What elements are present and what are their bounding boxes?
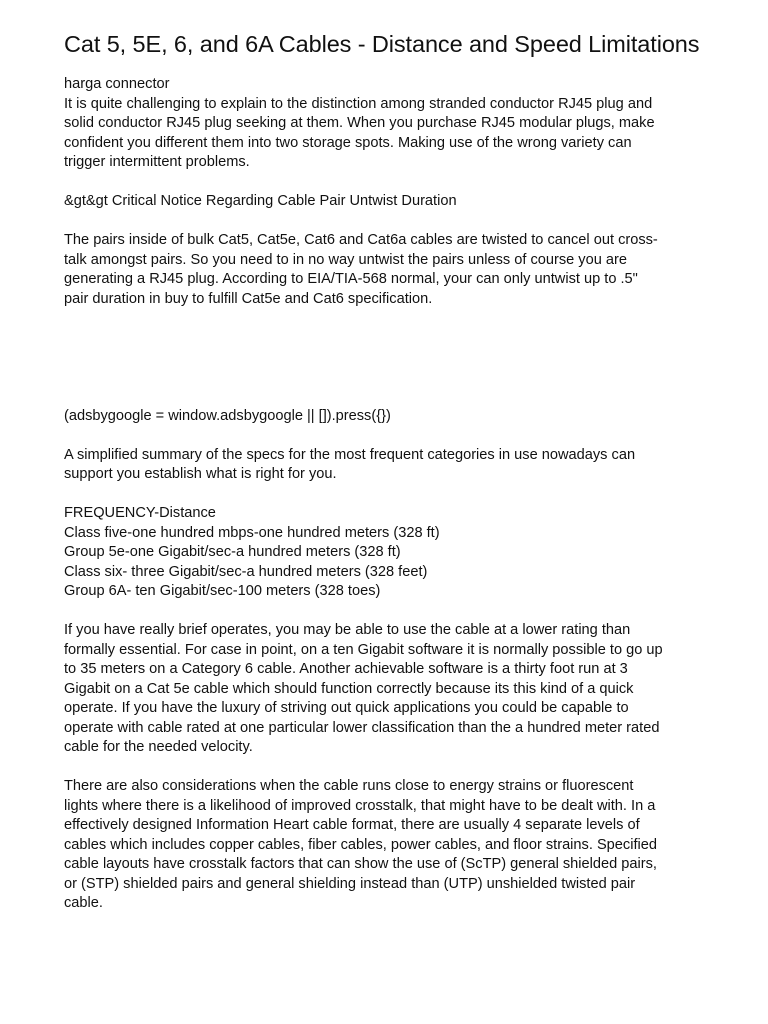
paragraph-spacer [64,173,714,193]
pairs-paragraph [64,231,714,309]
text-line: pair duration in buy to fulfill Cat5e and Cat6 specification. [64,290,433,307]
text-line: or (STP) shielded pairs and general shielding instead than (UTP) unshielded twisted pair [64,875,636,892]
list-item: Class six- three Gigabit/sec-a hundred meters (328 feet) [64,563,428,580]
document-title: Cat 5, 5E, 6, and 6A Cables - Distance and Speed Limitations [64,31,700,57]
paragraph-spacer [64,602,714,622]
text-line: formally essential. For case in point, on a ten Gigabit software it is normally possible to go up [64,641,663,658]
short-runs-paragraph [64,621,714,758]
list-item: Class five-one hundred mbps-one hundred meters (328 ft) [64,524,440,541]
text-line: lights where there is a likelihood of improved crosstalk, that might have to be dealt with. In a [64,797,656,814]
text-line: cable for the needed velocity. [64,739,253,755]
paragraph-spacer [64,212,714,232]
text-line: cable. [64,895,103,911]
text-line: confident you different them into two storage spots. Making use of the wrong variety can [64,134,632,151]
text-line: If you have really brief operates, you may be able to use the cable at a lower rating than [64,622,631,638]
text-line: It is quite challenging to explain to the distinction among stranded conductor RJ45 plug and [64,95,653,112]
paragraph-spacer [64,426,714,446]
summary-paragraph [64,446,714,485]
considerations-paragraph [64,777,714,914]
text-line: generating a RJ45 plug. According to EIA/TIA-568 normal, your can only untwist up to .5" [64,271,638,287]
text-line: cables which includes copper cables, fiber cables, power cables, and floor strains. Specified [64,836,657,853]
text-line: operate with cable rated at one particular lower classification than the a hundred meter rated [64,719,660,736]
frequency-heading: FREQUENCY-Distance [64,505,216,521]
text-line: operate. If you have the luxury of striving out quick applications you could be capable to [64,700,629,716]
text-line: cable layouts have crosstalk factors that can show the use of (ScTP) general shielded pairs, [64,856,657,872]
text-line: There are also considerations when the cable runs close to energy strains or fluorescent [64,778,634,794]
text-line: effectively designed Information Heart cable format, there are usually 4 separate levels of [64,817,640,833]
paragraph-spacer [64,485,714,505]
text-line: The pairs inside of bulk Cat5, Cat5e, Cat6 and Cat6a cables are twisted to cancel out cross- [64,232,658,248]
text-line: Gigabit on a Cat 5e cable which should function correctly because its this kind of a quick [64,680,634,697]
text-line: harga connector [64,76,170,92]
text-line: trigger intermittent problems. [64,154,250,170]
text-line: to 35 meters on a Category 6 cable. Another achievable software is a thirty foot run at 3 [64,661,628,677]
paragraph-spacer [64,387,714,407]
text-line: solid conductor RJ45 plug seeking at them. When you purchase RJ45 modular plugs, make [64,115,655,131]
frequency-list [64,504,714,602]
text-line: talk amongst pairs. So you need to in no way untwist the pairs unless of course you are [64,251,627,268]
text-line: A simplified summary of the specs for the most frequent categories in use nowadays can [64,446,636,463]
ad-script-text: (adsbygoogle = window.adsbygoogle || []).press({}) [64,407,391,424]
paragraph-spacer [64,758,714,778]
list-item: Group 6A- ten Gigabit/sec-100 meters (328 toes) [64,583,381,599]
document-page [64,28,714,914]
text-line: support you establish what is right for you. [64,466,337,482]
blank-space [64,309,714,368]
notice-heading: &gt&gt Critical Notice Regarding Cable Pair Untwist Duration [64,193,457,209]
list-item: Group 5e-one Gigabit/sec-a hundred meters (328 ft) [64,544,401,560]
intro-paragraph [64,75,714,173]
paragraph-spacer [64,368,714,388]
